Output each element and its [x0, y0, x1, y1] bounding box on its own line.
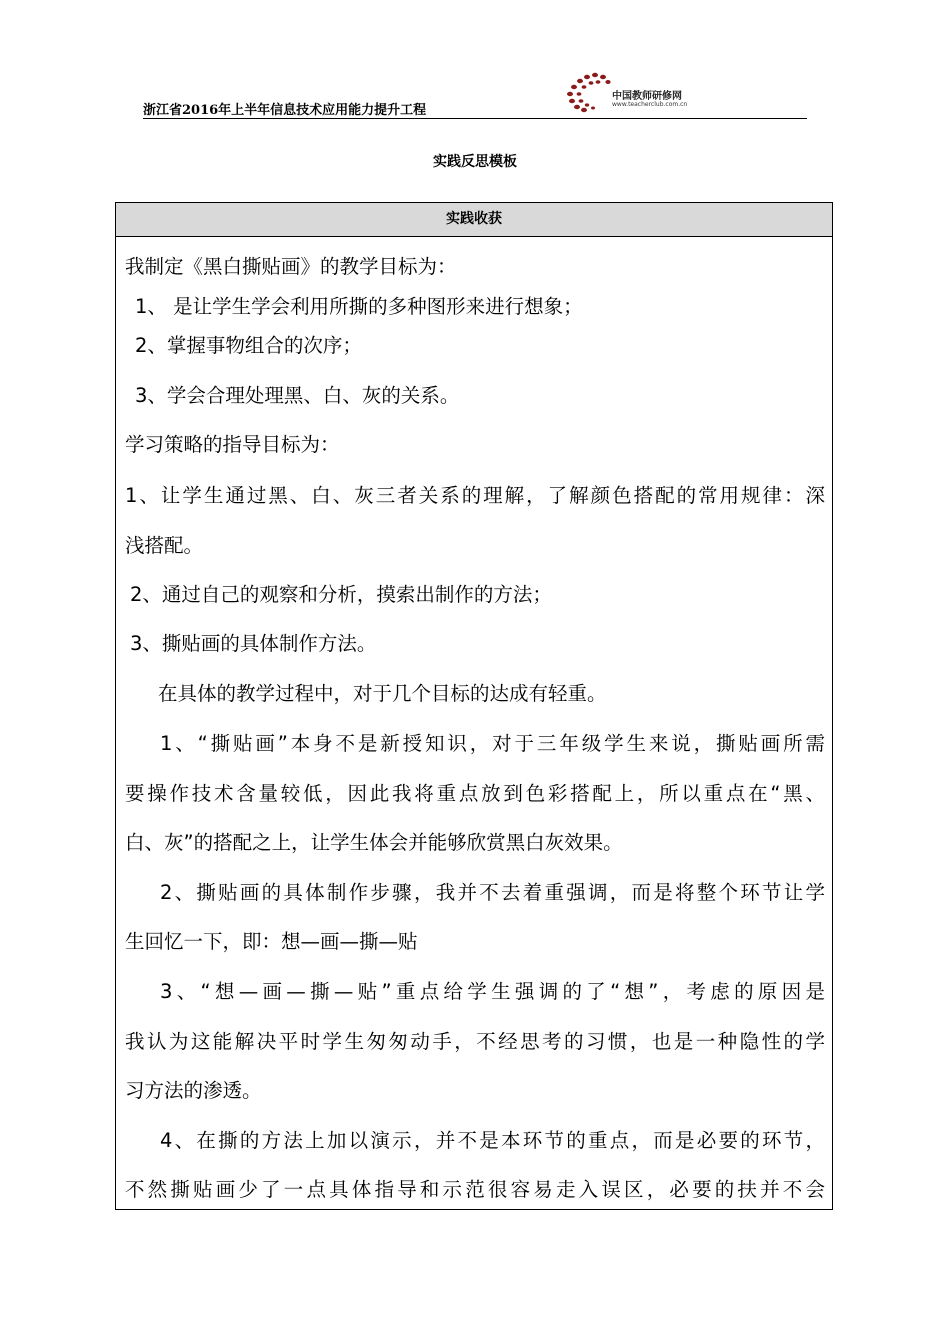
text-line: 1、 是让学生学会利用所撕的多种图形来进行想象； [135, 295, 583, 318]
text-line: 白、灰”的搭配之上，让学生体会并能够欣赏黑白灰效果。 [125, 831, 623, 854]
header-title: 浙江省2016年上半年信息技术应用能力提升工程 [143, 103, 427, 118]
text-line: 我认为这能解决平时学生匆匆动手，不经思考的习惯，也是一种隐性的学 [125, 1030, 825, 1053]
text-line: 不然撕贴画少了一点具体指导和示范很容易走入误区，必要的扶并不会 [125, 1178, 825, 1201]
text-line: 4、在撕的方法上加以演示，并不是本环节的重点，而是必要的环节， [160, 1129, 825, 1152]
logo-url: www.teacherclub.com.cn [612, 101, 688, 108]
text-line: 3、撕贴画的具体制作方法。 [130, 632, 377, 655]
text-line: 2、撕贴画的具体制作步骤，我并不去着重强调，而是将整个环节让学 [160, 881, 825, 904]
header-divider [143, 118, 807, 119]
text-line: 在具体的教学过程中，对于几个目标的达成有轻重。 [158, 682, 607, 705]
page-title: 实践反思模板 [433, 154, 517, 170]
text-line: 学习策略的指导目标为： [125, 433, 340, 456]
text-line: 1、“撕贴画”本身不是新授知识，对于三年级学生来说，撕贴画所需 [160, 732, 825, 755]
text-line: 1、让学生通过黑、白、灰三者关系的理解，了解颜色搭配的常用规律：深 [125, 484, 825, 507]
text-line: 2、通过自己的观察和分析，摸索出制作的方法； [130, 583, 552, 606]
text-line: 3、学会合理处理黑、白、灰的关系。 [135, 384, 460, 407]
logo-name: 中国教师研修网 [612, 91, 682, 102]
text-line: 2、掌握事物组合的次序； [135, 334, 362, 357]
text-line: 3、“想—画—撕—贴”重点给学生强调的了“想”，考虑的原因是 [160, 980, 825, 1003]
text-line: 要操作技术含量较低，因此我将重点放到色彩搭配上，所以重点在“黑、 [125, 782, 825, 805]
text-line: 我制定《黑白撕贴画》的教学目标为： [125, 255, 457, 278]
text-line: 浅搭配。 [125, 534, 204, 557]
text-line: 习方法的渗透。 [125, 1079, 262, 1102]
section-header: 实践收获 [116, 203, 832, 237]
text-line: 生回忆一下，即：想—画—撕—贴 [125, 930, 418, 953]
